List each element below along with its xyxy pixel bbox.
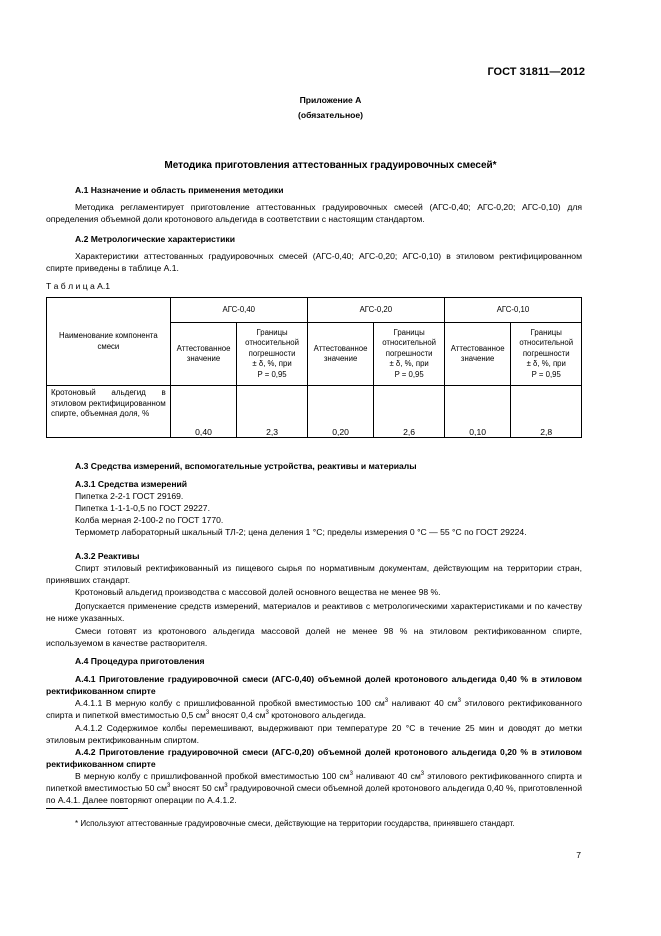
footnote-divider (46, 808, 128, 809)
table-cell: 0,20 (307, 386, 374, 438)
table-cell: 2,8 (511, 386, 582, 438)
footnote: * Используют аттестованные градуировочные смеси, действующие на территории государства, принявшего стандарт. (75, 819, 515, 828)
col-value-header: Аттестованное значение (444, 323, 511, 386)
equipment-item: Колба мерная 2-100-2 по ГОСТ 1770. (75, 515, 224, 525)
table-row (47, 386, 582, 438)
table-row-header: Наименование компонента смеси (47, 298, 171, 386)
reagents-paragraph: Смеси готовят из кротонового альдегида массовой долей не менее 98 % на этиловом ректификованном спирте, используемом в качестве растворителя. (46, 626, 582, 648)
section-a32-heading: А.3.2 Реактивы (75, 551, 140, 561)
section-a3-heading: А.3 Средства измерений, вспомогательные устройства, реактивы и материалы (75, 461, 417, 471)
table-caption: Т а б л и ц а А.1 (46, 281, 111, 291)
table-a1 (46, 297, 582, 438)
table-cell: 0,10 (444, 386, 511, 438)
procedure-paragraph: А.4.1.2 Содержимое колбы перемешивают, выдерживают при температуре 20 °С в течение 25 мин и доводят до метки этиловым ректификованным спиртом. (46, 723, 582, 745)
section-a2-paragraph: Характеристики аттестованных градуировочных смесей (АГС-0,40; АГС-0,20; АГС-0,10) в этиловом ректифицированном спирте приведены в таблице А.1. (46, 251, 582, 273)
section-a1-heading: А.1 Назначение и область применения методики (75, 185, 284, 195)
col-error-header: Границы относительной погрешности ± δ, %, при P = 0,95 (374, 323, 444, 386)
section-a1-paragraph: Методика регламентирует приготовление аттестованных градуировочных смесей (АГС-0,40; АГС-0,20; АГС-0,10) для определения объемной доли кротонового альдегида в соответствии с настоящим стандартом. (46, 202, 582, 224)
table-cell: 0,40 (170, 386, 237, 438)
section-a4-heading: А.4 Процедура приготовления (75, 656, 205, 666)
table-cell: 2,3 (237, 386, 307, 438)
table-cell: 2,6 (374, 386, 444, 438)
group-header: АГС-0,40 (170, 298, 307, 323)
section-a42-heading: А.4.2 Приготовление градуировочной смеси (АГС-0,20) объемной долей кротонового альдегида 0,20 % в этиловом ректификованном спирте (46, 747, 582, 769)
equipment-item: Термометр лабораторный шкальный ТЛ-2; цена деления 1 °С; пределы измерения 0 °С — 55 °С по ГОСТ 29224. (75, 527, 527, 537)
col-error-header: Границы относительной погрешности ± δ, %, при P = 0,95 (511, 323, 582, 386)
reagents-paragraph: Кротоновый альдегид производства с массовой долей основного вещества не менее 98 %. (75, 587, 441, 597)
main-title: Методика приготовления аттестованных градуировочных смесей* (164, 160, 497, 171)
document-number: ГОСТ 31811—2012 (487, 66, 585, 78)
equipment-item: Пипетка 1-1-1-0,5 по ГОСТ 29227. (75, 503, 210, 513)
appendix-title: Приложение А (299, 95, 362, 105)
table-row-label: Кротоновый альдегид в этиловом ректифицированном спирте, объемная доля, % (47, 386, 171, 438)
procedure-paragraph: А.4.1.1 В мерную колбу с пришлифованной пробкой вместимостью 100 $см^3$ наливают 40 $см^3$ этилового ректификованного спирта и пипеткой вместимостью 0,5 $см^3$ вносят 0,4 $см^3$ кротонового альдегида. (46, 698, 582, 720)
page-number: 7 (576, 850, 581, 860)
procedure-paragraph: В мерную колбу с пришлифованной пробкой вместимостью 100 $см^3$ наливают 40 $см^3$ этилового ректификованного спирта и пипеткой вместимостью 50 $см^3$ вносят 50 $см^3$ градуировочной смеси объемной долей кротонового альдегида 0,40 %, приготовленной по А.4.1. Далее повторяют операции по А.4.1.2. (46, 771, 583, 805)
reagents-paragraph: Спирт этиловый ректификованный из пищевого сырья по нормативным документам, действующим на территории стран, принявших стандарт. (46, 563, 582, 585)
appendix-status: (обязательное) (297, 110, 364, 120)
col-value-header: Аттестованное значение (307, 323, 374, 386)
equipment-item: Пипетка 2-2-1 ГОСТ 29169. (75, 491, 184, 501)
group-header: АГС-0,20 (307, 298, 444, 323)
group-header: АГС-0,10 (444, 298, 581, 323)
section-a41-heading: А.4.1 Приготовление градуировочной смеси (АГС-0,40) объемной долей кротонового альдегида 0,40 % в этиловом ректификованном спирте (46, 674, 582, 696)
reagents-paragraph: Допускается применение средств измерений, материалов и реактивов с метрологическими характеристиками и по качеству не ниже указанных. (46, 601, 582, 623)
section-a31-heading: А.3.1 Средства измерений (75, 479, 188, 489)
col-value-header: Аттестованное значение (170, 323, 237, 386)
col-error-header: Границы относительной погрешности ± δ, %, при P = 0,95 (237, 323, 307, 386)
section-a2-heading: А.2 Метрологические характеристики (75, 234, 235, 244)
